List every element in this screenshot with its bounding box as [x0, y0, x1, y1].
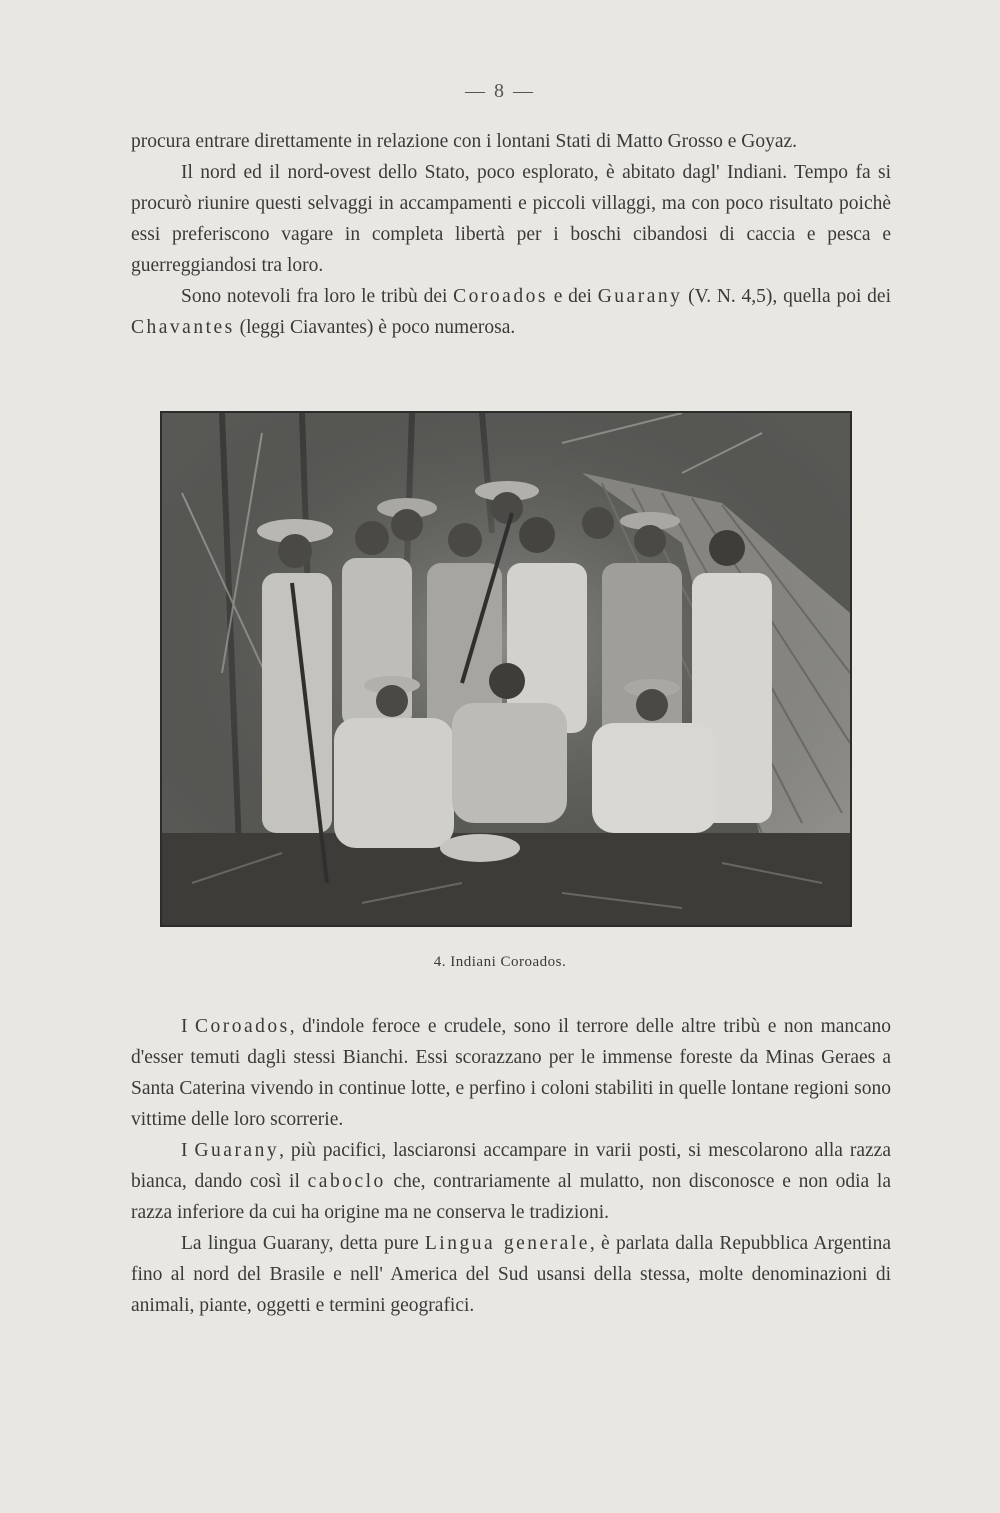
paragraph — [131, 1011, 891, 1135]
photograph-figure — [160, 411, 852, 927]
paragraph: procura entrare direttamente in relazione con i lontani Stati di Matto Grosso e Goyaz. — [131, 131, 798, 152]
paragraph — [131, 281, 891, 343]
text-run: , è parlata dalla Repubblica Argentina fino al nord del Brasile e nell' America del Sud usansi della stessa, molte denominazioni di animali, piante, oggetti e termini geografici. — [131, 1233, 891, 1316]
text-block-bottom — [131, 1011, 891, 1321]
tribe-name-guarany: Guarany — [597, 286, 683, 307]
paragraph: Il nord ed il nord-ovest dello Stato, poco esplorato, è abitato dagl' Indiani. Tempo fa si procurò riunire questi selvaggi in accampamenti e piccoli villaggi, ma con poco risultato poichè essi preferiscono vagare in completa libertà per i boschi cibandosi di caccia e pesca e guerreggiandosi tra loro. — [131, 162, 891, 276]
page-number: — 8 — — [465, 80, 535, 102]
tribe-name-chavantes: Chavantes — [131, 317, 235, 338]
term-lingua-generale: Lingua generale — [424, 1233, 590, 1254]
text-run: I — [181, 1016, 195, 1037]
text-run: (V. N. 4,5), quella poi dei — [682, 286, 891, 307]
text-run: I — [181, 1140, 195, 1161]
term-caboclo: caboclo — [307, 1171, 386, 1192]
paragraph — [131, 1135, 891, 1228]
tribe-name-coroados: Coroados — [195, 1016, 290, 1037]
text-run: e dei — [547, 286, 598, 307]
text-run: La lingua Guarany, detta pure — [181, 1233, 425, 1254]
text-run: che, contrariamente al mulatto, non disconosce e non odia la razza inferiore da cui ha origine ma ne conserva le tradizioni. — [131, 1171, 891, 1223]
text-run: (leggi Ciavantes) è poco numerosa. — [234, 317, 516, 338]
text-run: , d'indole feroce e crudele, sono il terrore delle altre tribù e non mancano d'esser temuti dagli stessi Bianchi. Essi scorazzano per le immense foreste da Minas Geraes a Santa Caterina vivendo in continue lotte, e perfino i coloni stabiliti in quelle lontane regioni sono vittime delle loro scorrerie. — [131, 1016, 891, 1130]
photograph-illustration — [162, 413, 850, 925]
paragraph — [131, 1228, 891, 1321]
tribe-name-guarany: Guarany — [194, 1140, 280, 1161]
tribe-name-coroados: Coroados — [453, 286, 548, 307]
text-run: Sono notevoli fra loro le tribù dei — [181, 286, 454, 307]
figure-caption: 4. Indiani Coroados. — [433, 954, 567, 970]
text-block-top — [131, 126, 891, 343]
text-run: , più pacifici, lasciaronsi accampare in varii posti, si mescolarono alla razza bianca, dando così il — [131, 1140, 891, 1192]
